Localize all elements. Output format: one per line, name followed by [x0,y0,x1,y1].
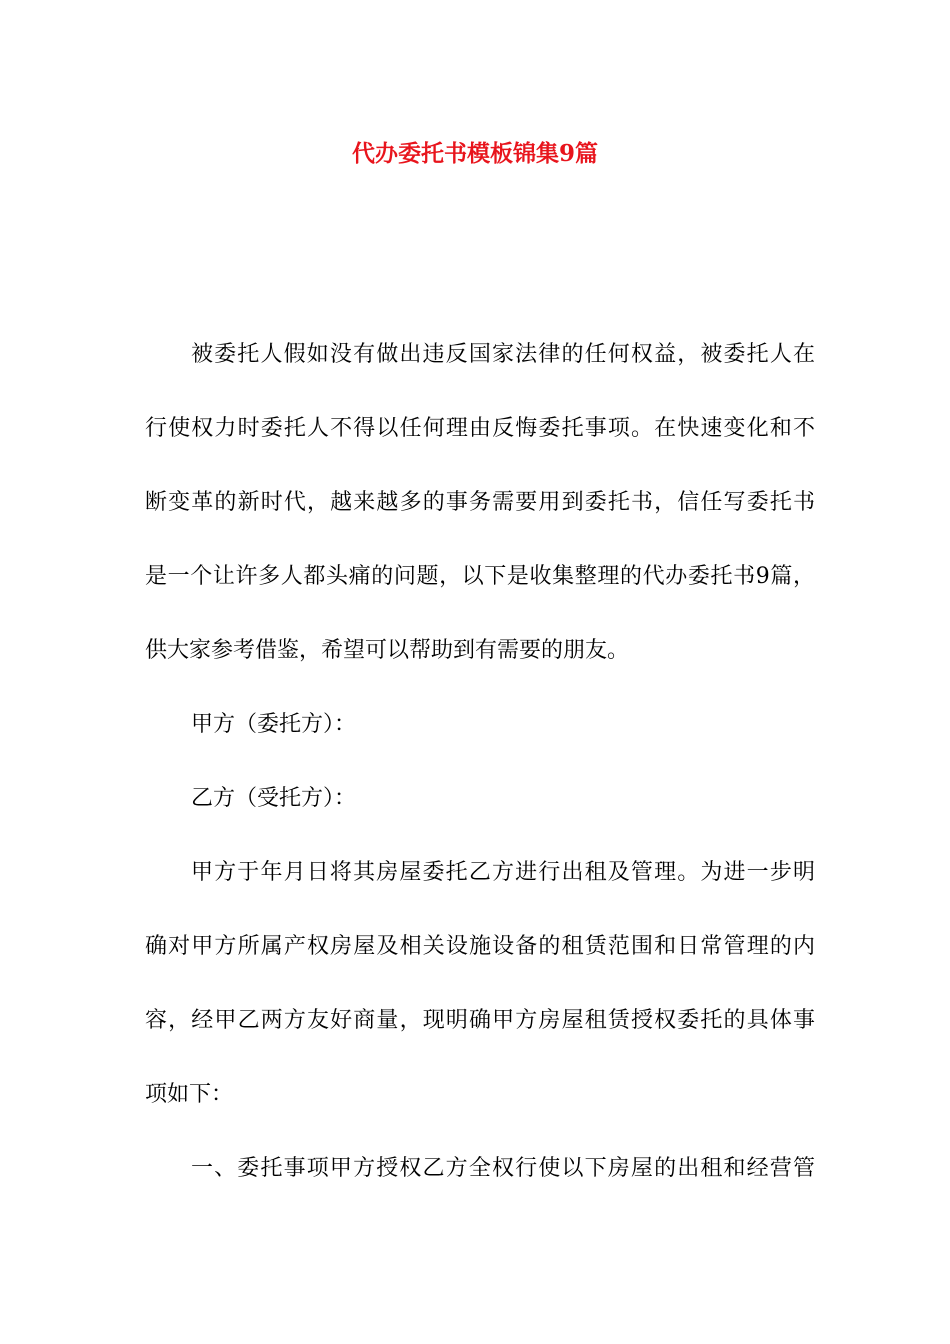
paragraph-line: 乙方（受托方）： [191,786,357,811]
paragraph-line: 甲方（委托方）： [191,712,357,737]
paragraph-line: 是一个让许多人都头痛的问题，以下是收集整理的代办委托书9篇， [145,564,815,589]
paragraph-line: 甲方于年月日将其房屋委托乙方进行出租及管理。为进一步明 [191,860,815,885]
document-body [145,318,815,1206]
paragraph-line: 容，经甲乙两方友好商量，现明确甲方房屋租赁授权委托的具体事 [145,1008,815,1033]
paragraph-line: 供大家参考借鉴，希望可以帮助到有需要的朋友。 [145,638,630,663]
document-title: 代办委托书模板锦集9篇 [351,140,598,167]
paragraph-line: 确对甲方所属产权房屋及相关设施设备的租赁范围和日常管理的内 [145,934,815,959]
paragraph-line: 被委托人假如没有做出违反国家法律的任何权益，被委托人在 [191,342,815,367]
paragraph-line: 项如下： [145,1082,234,1107]
paragraph-line: 一、委托事项甲方授权乙方全权行使以下房屋的出租和经营管 [191,1156,815,1181]
paragraph-line: 行使权力时委托人不得以任何理由反悔委托事项。在快速变化和不 [145,416,815,441]
paragraph-line: 断变革的新时代，越来越多的事务需要用到委托书，信任写委托书 [145,490,815,515]
